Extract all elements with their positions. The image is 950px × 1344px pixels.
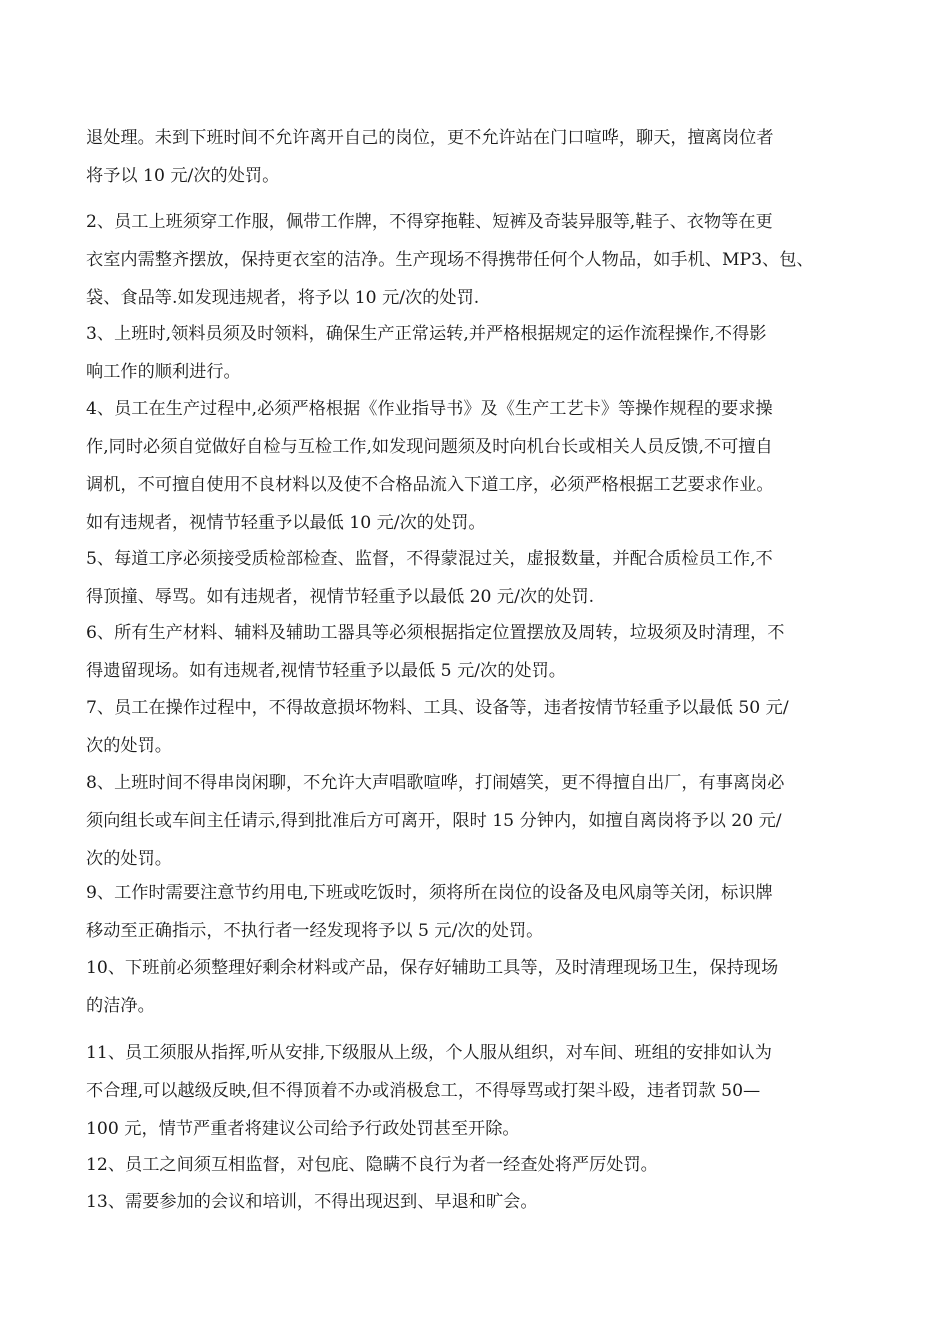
text-line: 3、上班时,领料员须及时领料，确保生产正常运转,并严格根据规定的运作流程操作,不得影 — [86, 324, 767, 344]
text-line: 次的处罚。 — [86, 849, 172, 869]
paragraph-rule-5 — [86, 540, 910, 616]
paragraph-rule-4 — [86, 390, 910, 542]
text-line: 7、员工在操作过程中，不得故意损坏物料、工具、设备等，违者按情节轻重予以最低 50 元/ — [86, 698, 789, 718]
text-line: 12、员工之间须互相监督，对包庇、隐瞒不良行为者一经查处将严厉处罚。 — [86, 1155, 658, 1175]
paragraph-rule-11 — [86, 1034, 910, 1148]
text-line: 8、上班时间不得串岗闲聊，不允许大声唱歌喧哗，打闹嬉笑，更不得擅自出厂，有事离岗必 — [86, 773, 785, 793]
paragraph-rule-8 — [86, 764, 910, 878]
paragraph-rule-13 — [86, 1183, 910, 1221]
text-line: 衣室内需整齐摆放，保持更衣室的洁净。生产现场不得携带任何个人物品，如手机、MP3、包、 — [86, 250, 814, 270]
text-line: 11、员工须服从指挥,听从安排,下级服从上级，个人服从组织，对车间、班组的安排如认为 — [86, 1043, 772, 1063]
text-line: 的洁净。 — [86, 996, 155, 1016]
text-line: 不合理,可以越级反映,但不得顶着不办或消极怠工，不得辱骂或打架斗殴，违者罚款 50— — [86, 1081, 761, 1101]
paragraph-rule-3 — [86, 315, 910, 391]
text-line: 2、员工上班须穿工作服，佩带工作牌，不得穿拖鞋、短裤及奇装异服等,鞋子、衣物等在更 — [86, 212, 773, 232]
text-line: 将予以 10 元/次的处罚。 — [86, 166, 280, 186]
text-line: 10、下班前必须整理好剩余材料或产品，保存好辅助工具等，及时清理现场卫生，保持现场 — [86, 958, 779, 978]
text-line: 9、工作时需要注意节约用电,下班或吃饭时，须将所在岗位的设备及电风扇等关闭，标识牌 — [86, 883, 773, 903]
paragraph-rule-6 — [86, 614, 910, 690]
paragraph-1-continuation — [86, 119, 910, 195]
text-line: 作,同时必须自觉做好自检与互检工作,如发现问题须及时向机台长或相关人员反馈,不可擅自 — [86, 437, 773, 457]
text-line: 次的处罚。 — [86, 736, 172, 756]
paragraph-rule-12 — [86, 1146, 910, 1184]
text-line: 5、每道工序必须接受质检部检查、监督，不得蒙混过关，虚报数量，并配合质检员工作,不 — [86, 549, 773, 569]
paragraph-rule-2 — [86, 203, 910, 317]
paragraph-rule-9 — [86, 874, 910, 950]
text-line: 100 元，情节严重者将建议公司给予行政处罚甚至开除。 — [86, 1119, 520, 1139]
paragraph-rule-10 — [86, 949, 910, 1025]
text-line: 如有违规者，视情节轻重予以最低 10 元/次的处罚。 — [86, 513, 486, 533]
text-line: 得遗留现场。如有违规者,视情节轻重予以最低 5 元/次的处罚。 — [86, 661, 566, 681]
text-line: 6、所有生产材料、辅料及辅助工器具等必须根据指定位置摆放及周转，垃圾须及时清理，不 — [86, 623, 785, 643]
text-line: 退处理。未到下班时间不允许离开自己的岗位，更不允许站在门口喧哗，聊天，擅离岗位者 — [86, 128, 774, 148]
text-line: 调机，不可擅自使用不良材料以及使不合格品流入下道工序，必须严格根据工艺要求作业。 — [86, 475, 774, 495]
text-line: 4、员工在生产过程中,必须严格根据《作业指导书》及《生产工艺卡》等操作规程的要求操 — [86, 399, 773, 419]
text-line: 得顶撞、辱骂。如有违规者，视情节轻重予以最低 20 元/次的处罚. — [86, 587, 595, 607]
text-line: 袋、食品等.如发现违规者，将予以 10 元/次的处罚. — [86, 288, 480, 308]
text-line: 响工作的顺利进行。 — [86, 362, 241, 382]
paragraph-rule-7 — [86, 689, 910, 765]
text-line: 移动至正确指示，不执行者一经发现将予以 5 元/次的处罚。 — [86, 921, 544, 941]
text-line: 13、需要参加的会议和培训，不得出现迟到、早退和旷会。 — [86, 1192, 538, 1212]
text-line: 须向组长或车间主任请示,得到批准后方可离开，限时 15 分钟内，如擅自离岗将予以 20 元/ — [86, 811, 782, 831]
